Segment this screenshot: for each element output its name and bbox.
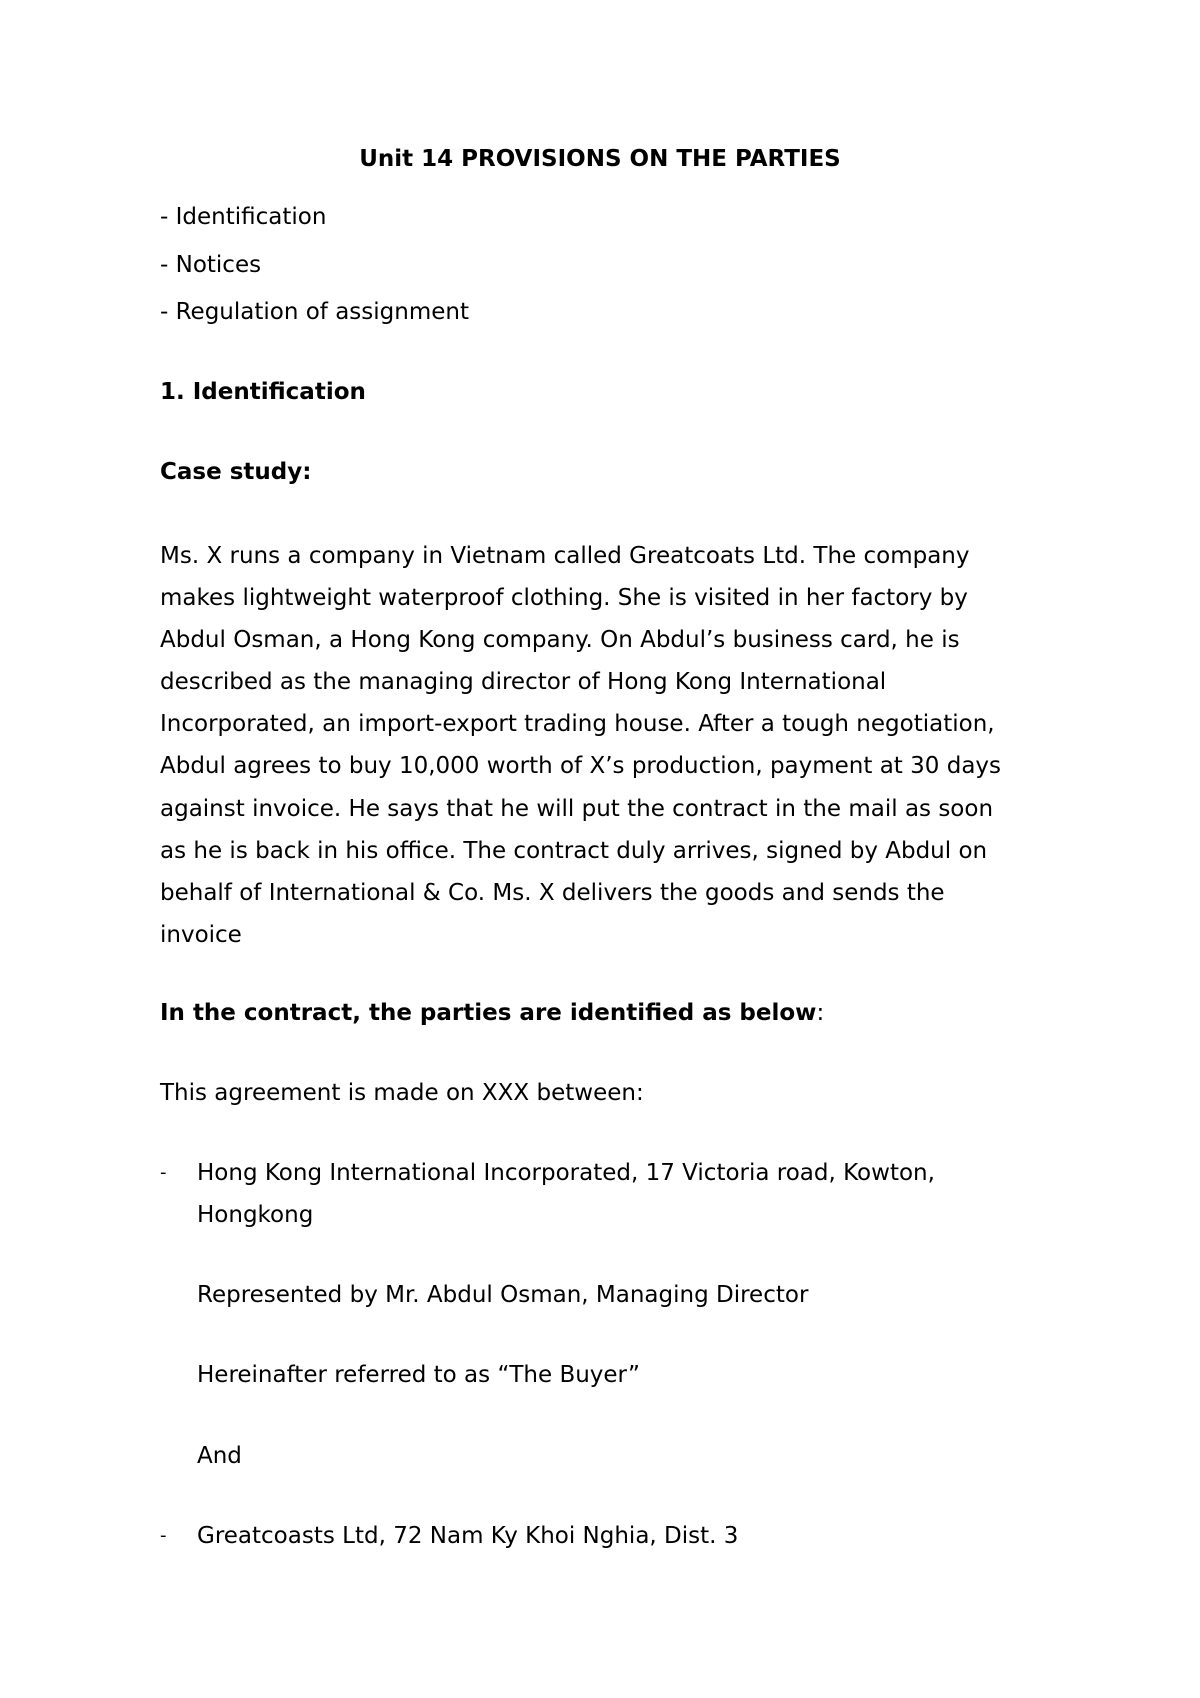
contract-intro <box>160 998 824 1028</box>
topic-identification: - Identification <box>160 204 327 230</box>
case-study-heading: Case study: <box>160 459 312 485</box>
case-study-line: against invoice. He says that he will put the contract in the mail as soon <box>160 795 994 822</box>
and-word: And <box>197 1443 242 1469</box>
case-study-line: as he is back in his office. The contract duly arrives, signed by Abdul on <box>160 837 988 864</box>
party2-address-line1: Greatcoasts Ltd, 72 Nam Ky Khoi Nghia, Dist. 3 <box>197 1523 739 1549</box>
bullet-dash: - <box>160 1162 167 1183</box>
case-study-line: Ms. X runs a company in Vietnam called Greatcoats Ltd. The company <box>160 543 970 569</box>
represented-by: Represented by Mr. Abdul Osman, Managing Director <box>197 1282 809 1308</box>
topic-notices: - Notices <box>160 252 262 278</box>
party1-address-line2: Hongkong <box>197 1202 314 1228</box>
case-study-line: behalf of International & Co. Ms. X delivers the goods and sends the <box>160 879 945 906</box>
case-study-line: Incorporated, an import-export trading house. After a tough negotiation, <box>160 711 995 738</box>
case-study-line: Abdul Osman, a Hong Kong company. On Abdul’s business card, he is <box>160 627 960 654</box>
case-study-line: Abdul agrees to buy 10,000 worth of X’s production, payment at 30 days <box>160 753 1002 780</box>
section-heading-identification: 1. Identification <box>160 379 366 405</box>
topic-regulation-of-assignment: - Regulation of assignment <box>160 299 469 325</box>
bullet-dash: - <box>160 1525 167 1546</box>
hereinafter-buyer: Hereinafter referred to as “The Buyer” <box>197 1362 640 1388</box>
case-study-line: invoice <box>160 921 242 948</box>
page-title: Unit 14 PROVISIONS ON THE PARTIES <box>359 146 841 172</box>
case-study-line: described as the managing director of Hong Kong International <box>160 669 887 696</box>
case-study-line: makes lightweight waterproof clothing. She is visited in her factory by <box>160 585 968 612</box>
contract-intro-bold: In the contract, the parties are identified as below <box>160 1000 817 1026</box>
case-study-paragraph <box>160 535 1060 956</box>
contract-intro-colon: : <box>816 1000 825 1026</box>
agreement-line: This agreement is made on XXX between: <box>160 1080 644 1106</box>
party1-address-line1: Hong Kong International Incorporated, 17 Victoria road, Kowton, <box>197 1160 935 1186</box>
